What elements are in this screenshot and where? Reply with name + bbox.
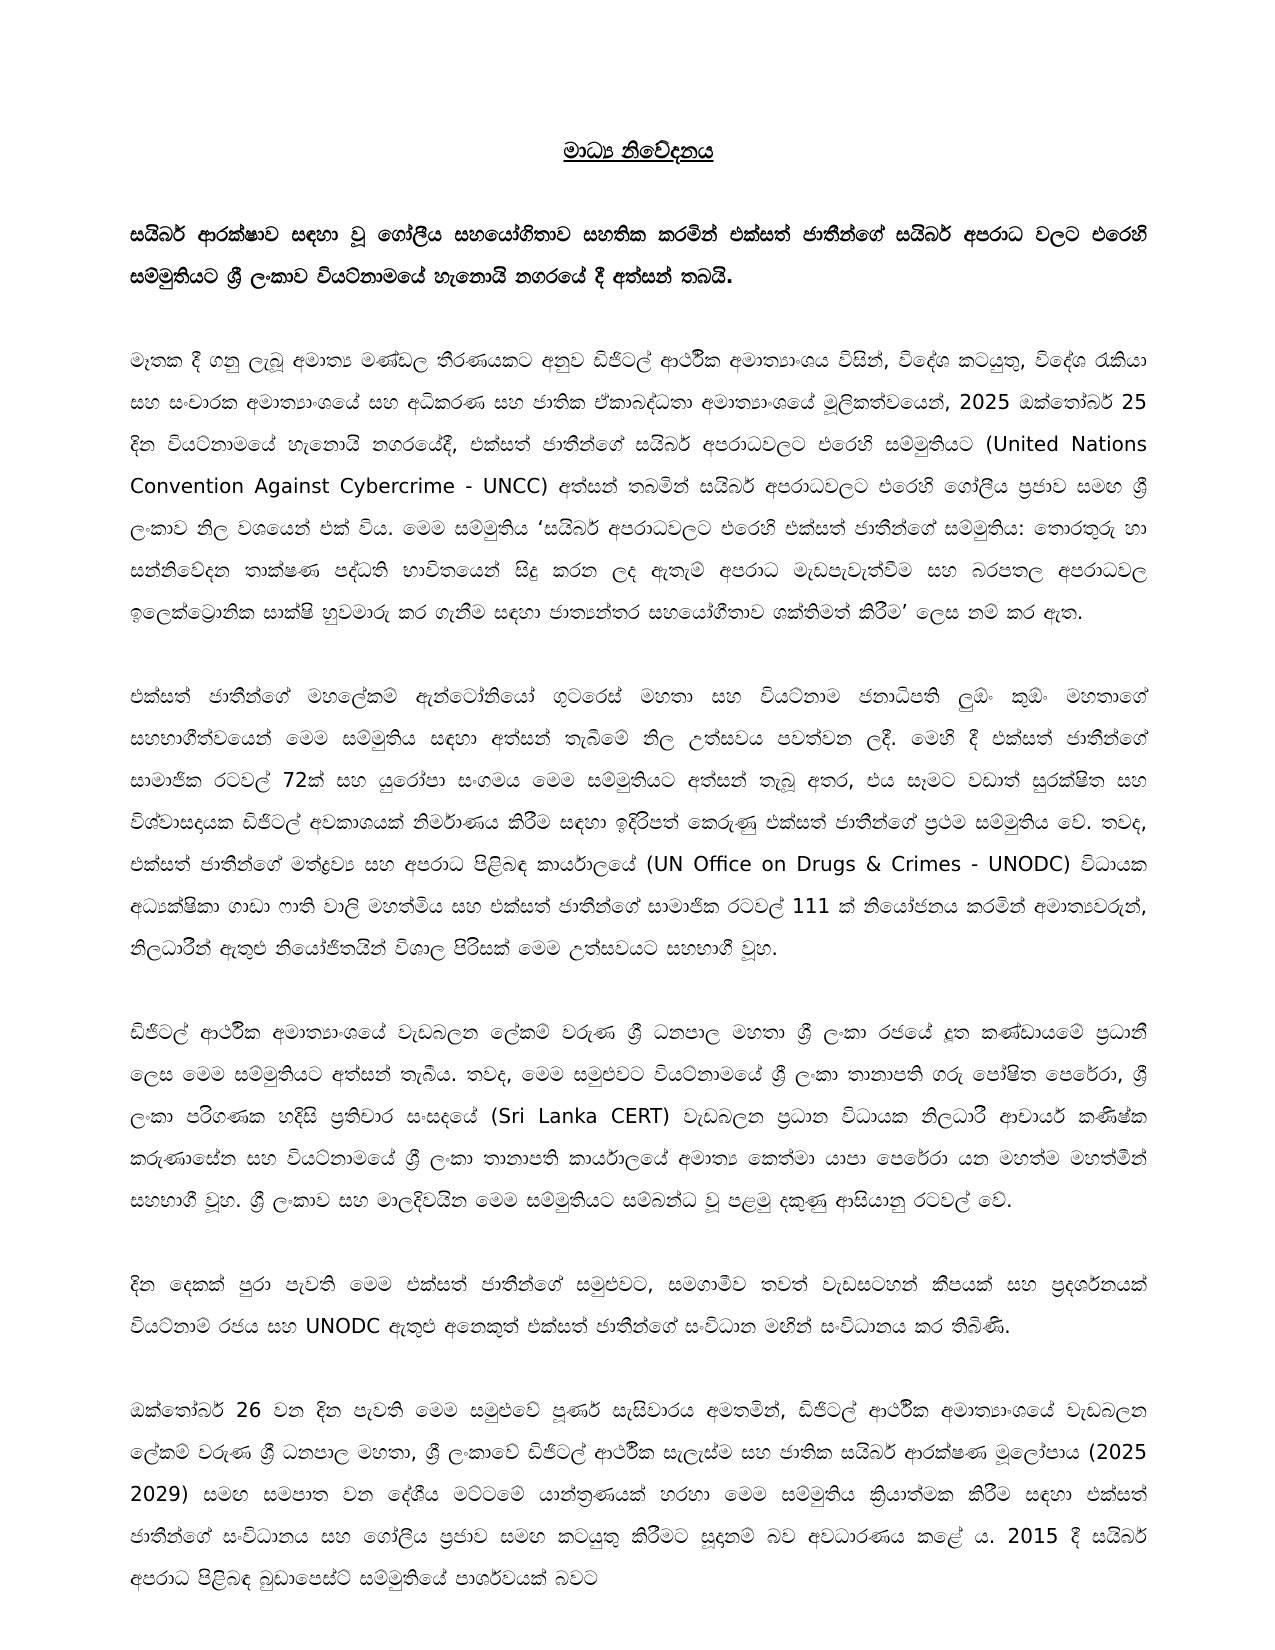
document-title: මාධ්‍ය නිවේදනය: [563, 139, 714, 164]
body-paragraph-3: ඩිජිටල් ආර්ථික අමාත්‍යාංශයේ වැඩබලන ලේකම් වරුණ ශ්‍රී ධනපාල මහතා ශ්‍රී ලංකා රජයේ දූත කණ්ඩායමේ ප්‍රධානී ලෙස මෙම සම්මුතියට අත්සන් තැබීය. තවද, මෙම සමුළුවට වියට්නාමයේ ශ්‍රී ලංකා තානාපති ගරු පෝෂිත පෙරේරා, ශ්‍රී ලංකා පරිගණක හදිසි ප්‍රතිචාර සංසදයේ (Sri Lanka CERT) වැඩබලන ප්‍රධාන විධායක නිලධාරී ආචාර්ය කණිෂ්ක කරුණාසේන සහ වියට්නාමයේ ශ්‍රී ලංකා තානාපති කාර්යාලයේ අමාත්‍ය කෙත්මා යාපා පෙරේරා යන මහත්ම මහත්මීන් සහභාගී වූහ. ශ්‍රී ලංකාව සහ මාලදිවයින මෙම සම්මුතියට සම්බන්ධ වූ පළමු දකුණු ආසියානු රටවල් වේ.: [130, 1019, 1147, 1212]
body-paragraph-5: ඔක්තෝබර් 26 වන දින පැවති මෙම සමුළුවේ පූර්ණ සැසිවාරය අමතමින්, ඩිජිටල් ආර්ථික අමාත්‍යාංශයේ වැඩබලන ලේකම් වරුණ ශ්‍රී ධනපාල මහතා, ශ්‍රී ලංකාවේ ඩිජිටල් ආර්ථික සැලැස්ම සහ ජාතික සයිබර් ආරක්ෂණ මූලෝපාය (2025 2029) සමඟ සමපාත වන දේශීය මට්ටමේ යාන්ත්‍රණයක් හරහා මෙම සම්මුතිය ක්‍රියාත්මක කිරීම සඳහා එක්සත් ජාතීන්ගේ සංවිධානය සහ ගෝලීය ප්‍රජාව සමඟ කටයුතු කිරීමට සූදානම් බව අවධාරණය කළේ ය. 2015 දී සයිබර් අපරාධ පිළිබඳ බුඩාපෙස්ට් සම්මුතියේ පාර්ශවයක් බවට: [130, 1397, 1147, 1590]
body-paragraph-4: දින දෙකක් පුරා පැවති මෙම එක්සත් ජාතීන්ගේ සමුළුවට, සමගාමීව තවත් වැඩසටහන් කීපයක් සහ ප්‍රදර්ශනයක් වියට්නාම් රජය සහ UNODC ඇතුළු අනෙකුත් එක්සත් ජාතීන්ගේ සංවිධාන මඟින් සංවිධානය කර තිබිණි.: [130, 1271, 1147, 1338]
body-paragraph-1: මෑතක දී ගනු ලැබූ අමාත්‍ය මණ්ඩල තීරණයකට අනුව ඩිජිටල් ආර්ථික අමාත්‍යාංශය විසින්, විදේශ කටයුතු, විදේශ රැකියා සහ සංචාරක අමාත්‍යාංශයේ සහ අධිකරණ සහ ජාතික ඒකාබද්ධතා අමාත්‍යාංශයේ මූලිකත්වයෙන්, 2025 ඔක්තෝබර් 25 දින වියට්නාමයේ හැනොයි නගරයේදී, එක්සත් ජාතීන්ගේ සයිබර් අපරාධවලට එරෙහි සම්මුතියට (United Nations Convention Against Cybercrime - UNCC) අත්සන් තබමින් සයිබර් අපරාධවලට එරෙහි ගෝලීය ප්‍රජාව සමඟ ශ්‍රී ලංකාව නිල වශයෙන් එක් විය. මෙම සම්මුතිය ‘සයිබර් අපරාධවලට එරෙහි එක්සත් ජාතීන්ගේ සම්මුතිය: තොරතුරු හා සන්නිවේදන තාක්ෂණ පද්ධති භාවිතයෙන් සිදු කරන ලද ඇතැම් අපරාධ මැඩපැවැත්වීම සහ බරපතල අපරාධවල ඉලෙක්ට්‍රොනික සාක්ෂි හුවමාරු කර ගැනීම සඳහා ජාත්‍යන්තර සහයෝගීතාව ශක්තිමත් කිරීම’ ලෙස නම් කර ඇත.: [130, 347, 1147, 624]
lead-paragraph: සයිබර් ආරක්ෂාව සඳහා වූ ගෝලීය සහයෝගිතාව සහතික කරමින් එක්සත් ජාතීන්ගේ සයිබර් අපරාධ වලට එරෙහි සම්මුතියට ශ්‍රී ලංකාව වියට්නාමයේ හැනොයි නගරයේ දී අත්සන් තබයි.: [130, 221, 1147, 288]
body-paragraph-2: එක්සත් ජාතීන්ගේ මහලේකම් ඇන්ටෝනියෝ ගුටරෙස් මහතා සහ වියට්නාම ජනාධිපති ලුඕං කුඕං මහතාගේ සහභාගීත්වයෙන් මෙම සම්මුතිය සඳහා අත්සන් තැබීමේ නිල උත්සවය පවත්වන ලදී. මෙහි දී එක්සත් ජාතීන්ගේ සාමාජික රටවල් 72ක් සහ යුරෝපා සංගමය මෙම සම්මුතියට අත්සන් තැබූ අතර, එය සෑමට වඩාත් සුරක්ෂිත සහ විශ්වාසදායක ඩිජිටල් අවකාශයක් නිර්මාණය කිරීම සඳහා ඉදිරිපත් කෙරුණු එක්සත් ජාතීන්ගේ ප්‍රථම සම්මුතිය වේ. තවද, එක්සත් ජාතීන්ගේ මත්ද්‍රව්‍ය සහ අපරාධ පිළිබඳ කාර්යාලයේ (UN Office on Drugs & Crimes - UNODC) විධායක අධ්‍යක්ෂිකා ගාඩා ෆාති වාලි මහත්මිය සහ එක්සත් ජාතීන්ගේ සාමාජික රටවල් 111 ක් නියෝජනය කරමින් අමාත්‍යවරුන්, නිලධාරීන් ඇතුළු නියෝජිතයින් විශාල පිරිසක් මෙම උත්සවයට සහභාගී වූහ.: [130, 683, 1147, 960]
